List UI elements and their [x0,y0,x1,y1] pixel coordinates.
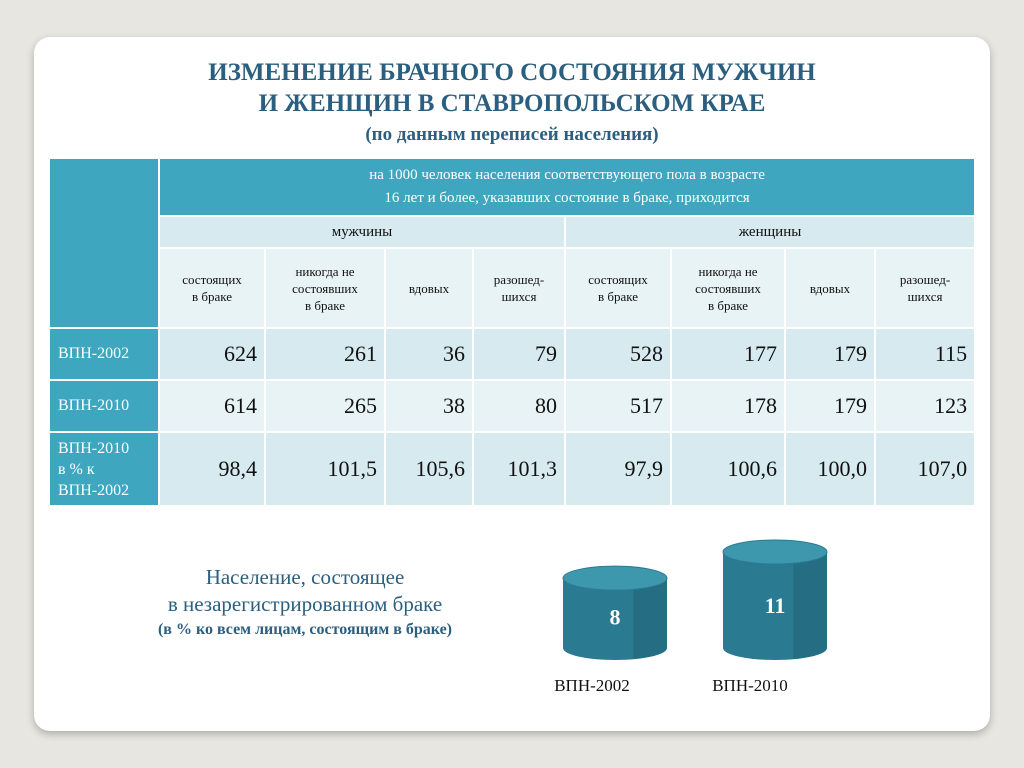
table-cell: 261 [265,328,385,380]
table-cell: 100,6 [671,432,785,506]
table-cell: 80 [473,380,565,432]
caption-line-1: Население, состоящее [205,565,405,589]
row-label: ВПН-2002 [49,328,159,380]
column-header: разошед- шихся [473,248,565,328]
page-subtitle: (по данным переписей населения) [365,124,659,145]
table-cell: 38 [385,380,473,432]
title-line-2: И ЖЕНЩИН В СТАВРОПОЛЬСКОМ КРАЕ [258,90,766,117]
table-cell: 101,3 [473,432,565,506]
table-row [49,328,975,380]
cylinder-chart [540,530,860,660]
title-line-1: ИЗМЕНЕНИЕ БРАЧНОГО СОСТОЯНИЯ МУЖЧИН [208,59,816,86]
row-label: ВПН-2010 в % к ВПН-2002 [49,432,159,506]
table-cell: 624 [159,328,265,380]
caption-line-3: (в % ко всем лицам, состоящим в браке) [157,621,453,638]
cylinder-top [723,540,827,564]
column-header: никогда не состоявших в браке [671,248,785,328]
table-cell: 179 [785,328,875,380]
table-header-top: на 1000 человек населения соответствующего пола в возрасте 16 лет и более, указавших состояние в браке, приходится [159,158,975,216]
marital-status-table [48,157,976,507]
column-header-row [49,248,975,328]
cylinder-category-label: ВПН-2010 [712,676,788,695]
cylinder-category-label: ВПН-2002 [554,676,630,695]
table-cell: 178 [671,380,785,432]
table-cell: 101,5 [265,432,385,506]
table-cell: 79 [473,328,565,380]
table-row [49,380,975,432]
cylinder-value-label: 11 [764,592,786,618]
table-cell: 100,0 [785,432,875,506]
column-header: состоящих в браке [159,248,265,328]
corner-cell [49,158,159,328]
table-cell: 115 [875,328,975,380]
table-cell: 528 [565,328,671,380]
column-header: разошед- шихся [875,248,975,328]
column-header: никогда не состоявших в браке [265,248,385,328]
page-title [0,57,1024,119]
column-header: вдовых [785,248,875,328]
table-cell: 97,9 [565,432,671,506]
cylinder-shade [633,578,667,659]
table-cell: 265 [265,380,385,432]
cylinder-value-label: 8 [609,604,621,630]
table-cell: 105,6 [385,432,473,506]
chart-caption [100,564,510,642]
column-header: вдовых [385,248,473,328]
cylinder-top [563,566,667,590]
table-body [49,328,975,506]
cylinder-bar [563,566,667,660]
row-label: ВПН-2010 [49,380,159,432]
cylinder-shade [793,552,827,659]
table-cell: 107,0 [875,432,975,506]
group-header-men: мужчины [159,216,565,248]
table-cell: 614 [159,380,265,432]
table-cell: 179 [785,380,875,432]
table-cell: 517 [565,380,671,432]
cylinder-bar [723,540,827,660]
caption-line-2: в незарегистрированном браке [167,592,443,616]
column-header: состоящих в браке [565,248,671,328]
table-row [49,432,975,506]
table-cell: 123 [875,380,975,432]
table-cell: 177 [671,328,785,380]
table-cell: 98,4 [159,432,265,506]
group-header-women: женщины [565,216,975,248]
table-cell: 36 [385,328,473,380]
